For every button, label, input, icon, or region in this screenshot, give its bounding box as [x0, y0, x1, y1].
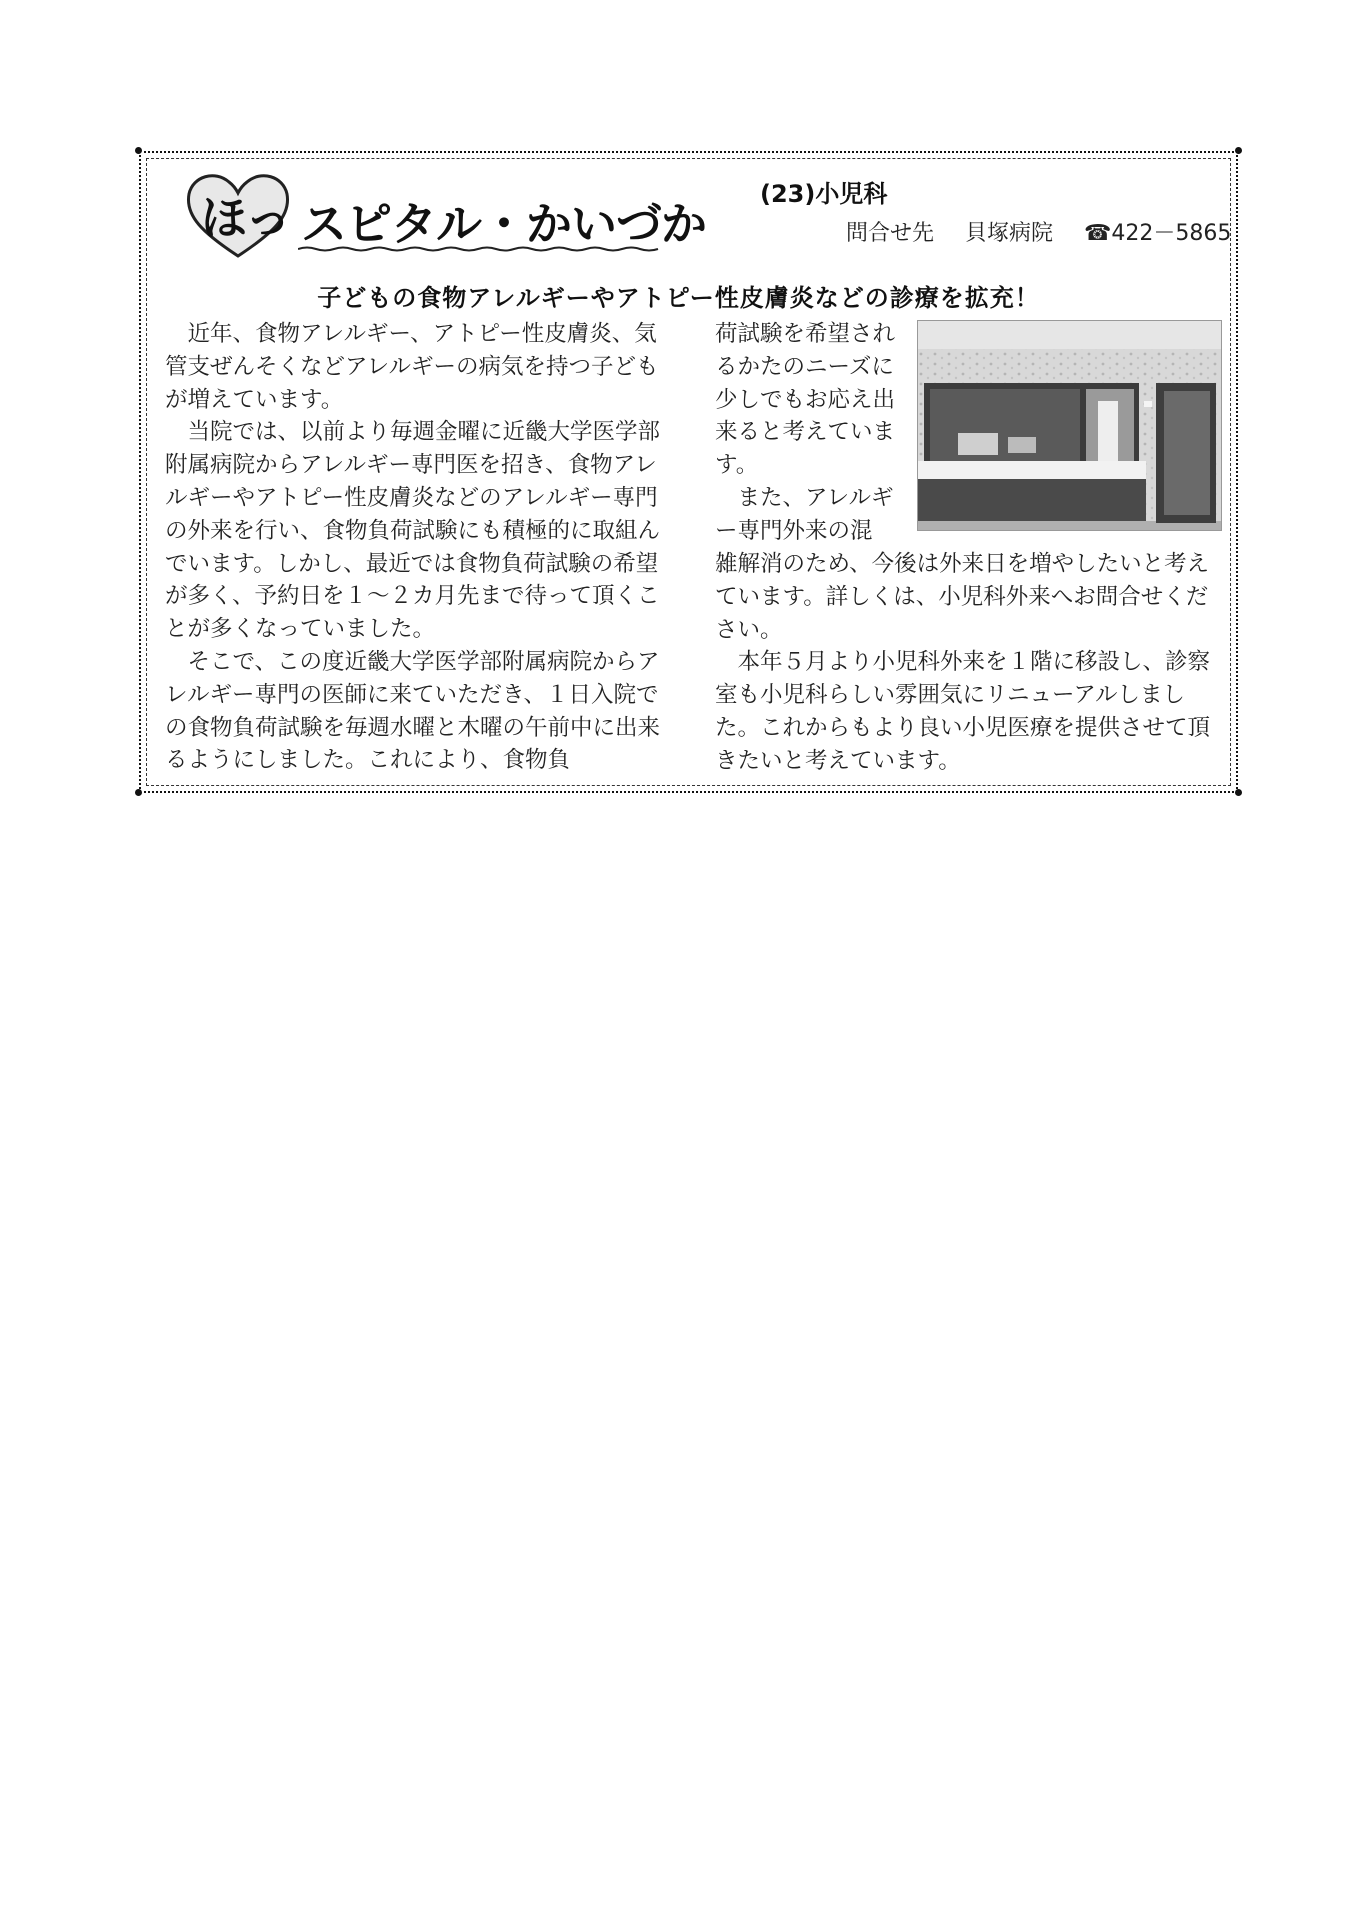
contact-info [846, 216, 1231, 247]
hospital-name: 貝塚病院 [965, 221, 1054, 246]
corner-dot [135, 789, 142, 796]
corner-dot [1235, 147, 1242, 154]
article-column-right-bottom [715, 548, 1220, 778]
article-column-left [165, 318, 665, 777]
article-column-right-top [715, 318, 910, 548]
paragraph: また、アレルギー専門外来の混 [715, 484, 894, 544]
logo-text-main: スピタル・かいづか [301, 197, 706, 251]
paragraph: そこで、この度近畿大学医学部附属病院からアレルギー専門の医師に来ていただき、１日入院での食物負荷試験を毎週水曜と木曜の午前中に出来るようにしました。これにより、食物負 [165, 648, 661, 774]
department-title: (23)小児科 [760, 180, 888, 208]
paragraph: 当院では、以前より毎週金曜に近畿大学医学部附属病院からアレルギー専門医を招き、食物アレルギーやアトピー性皮膚炎などのアレルギー専門の外来を行い、食物負荷試験にも積極的に取組んでいます。しかし、最近では食物負荷試験の希望が多く、予約日を１～２カ月先まで待って頂くことが多くなっていました。 [165, 419, 661, 643]
paragraph-continued: 雑解消のため、今後は外来日を増やしたいと考えています。詳しくは、小児科外来へお問合せください。 [715, 551, 1210, 643]
logo-underline [298, 246, 668, 252]
column-logo [183, 168, 706, 260]
corner-dot [135, 147, 142, 154]
contact-label: 問合せ先 [846, 221, 935, 246]
logo-text-hotsu: ほっ [201, 191, 289, 245]
reception-photo-illustration [918, 321, 1221, 530]
article-headline: 子どもの食物アレルギーやアトピー性皮膚炎などの診療を拡充！ [317, 284, 1040, 312]
clinic-reception-photo [917, 320, 1222, 531]
corner-dot [1235, 789, 1242, 796]
phone-number: ☎422－5865 [1084, 221, 1232, 246]
paragraph: 本年５月より小児科外来を１階に移設し、診察室も小児科らしい雰囲気にリニューアルしました。これからもより良い小児医療を提供させて頂きたいと考えています。 [715, 649, 1211, 774]
paragraph-continued: 荷試験を希望されるかたのニーズに少しでもお応え出来ると考えています。 [715, 321, 896, 479]
paragraph: 近年、食物アレルギー、アトピー性皮膚炎、気管支ぜんそくなどアレルギーの病気を持つ子どもが増えています。 [165, 321, 659, 413]
